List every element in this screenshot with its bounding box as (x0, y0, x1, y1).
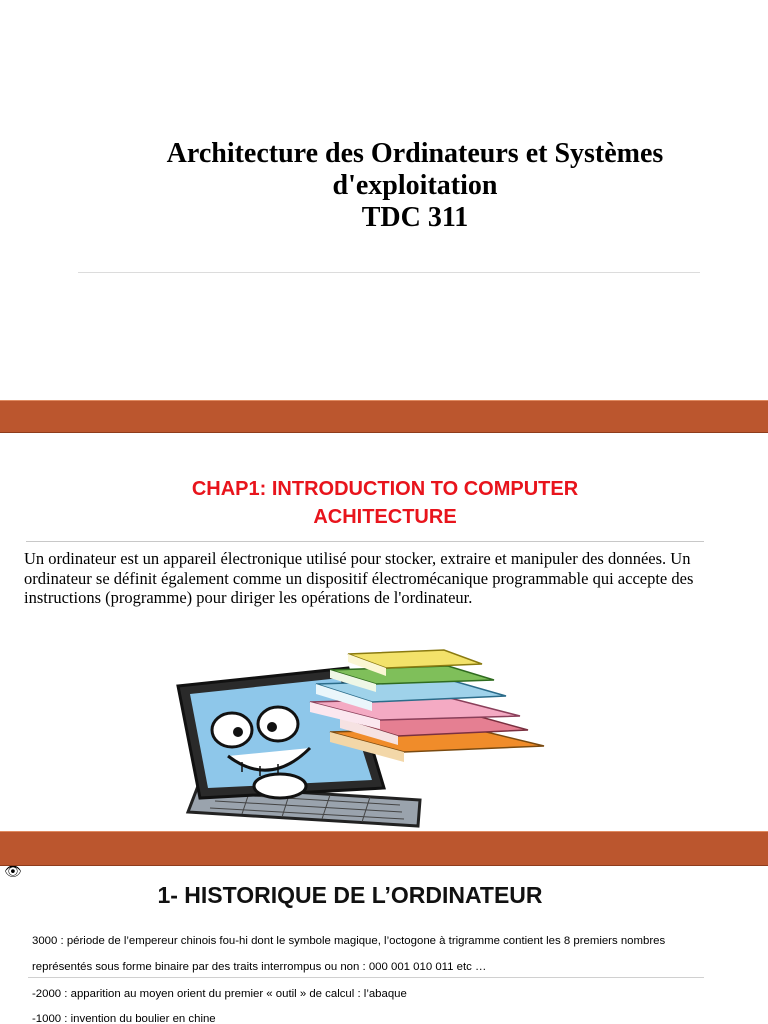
slide-separator-band (0, 400, 768, 433)
definition-paragraph: Un ordinateur est un appareil électronique utilisé pour stocker, extraire et manipuler des données. Un ordinateur se définit également comme un dispositif électromécanique programmable qui accepte des instructions (programme) pour diriger les opérations de l'ordinateur. (24, 549, 694, 607)
history-slide (0, 866, 768, 1024)
presentation-title (80, 138, 750, 234)
laptop-books-icon (170, 648, 560, 831)
title-divider (78, 272, 700, 273)
chapter-slide (0, 433, 768, 831)
chapter-title-line-2: ACHITECTURE (313, 506, 457, 528)
history-divider (28, 977, 704, 978)
chapter-title (100, 475, 670, 531)
history-title: 1- HISTORIQUE DE L’ORDINATEUR (157, 882, 543, 908)
history-line: -1000 : invention du boulier en chine (32, 1013, 216, 1024)
chapter-divider (26, 541, 704, 542)
title-line-3: TDC 311 (361, 202, 469, 233)
title-line-1: Architecture des Ordinateurs et Systèmes (166, 138, 664, 169)
history-line: -2000 : apparition au moyen orient du premier « outil » de calcul : l’abaque (32, 988, 407, 1000)
slide-separator-band-2 (0, 831, 768, 866)
title-line-2: d'exploitation (332, 170, 498, 201)
history-line: 3000 : période de l’empereur chinois fou-hi dont le symbole magique, l’octogone à trigramme contient les 8 premiers nombres (32, 935, 666, 947)
eye-icon: 👁 (4, 866, 22, 880)
history-line: représentés sous forme binaire par des traits interrompus ou non : 000 001 010 011 etc … (32, 961, 487, 973)
chapter-title-line-1: CHAP1: INTRODUCTION TO COMPUTER (191, 478, 579, 500)
title-slide (0, 0, 768, 400)
